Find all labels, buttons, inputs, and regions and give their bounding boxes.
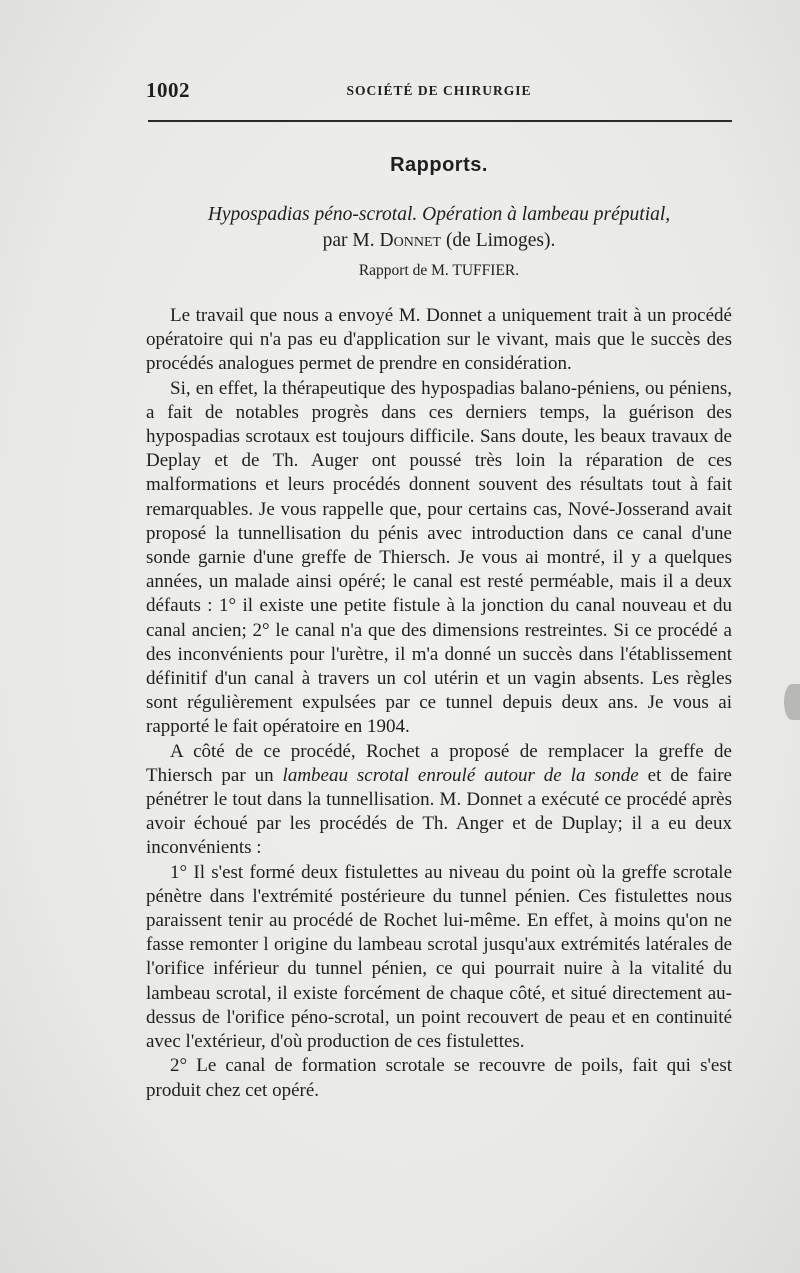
- paragraph-text: et de faire pénétrer le tout dans la tunnellisation. M. Donnet a exécuté ce procédé après avoir échoué par les procédés de Th. Anger et de Duplay; il a eu deux inconvénients :: [146, 764, 732, 859]
- paragraph: 2° Le canal de formation scrotale se recouvre de poils, fait qui s'est produit chez cet opéré.: [146, 1055, 732, 1101]
- section-title: Rapports.: [390, 154, 488, 176]
- page-number: 1002: [146, 78, 190, 102]
- header-rule: [148, 120, 732, 122]
- article-author-place: (de Limoges).: [445, 230, 556, 251]
- running-head: SOCIÉTÉ DE CHIRURGIE: [346, 83, 532, 98]
- page-edge-spot: [784, 684, 800, 720]
- paragraph: Si, en effet, la thérapeutique des hypospadias balano-péniens, ou péniens, a fait de notables progrès dans ces derniers temps, la guérison des hypospadias scrotaux est toujours difficile. Sans doute, les beaux travaux de Deplay et de Th. Auger ont poussé très loin la réparation de ces malformations et leurs procédés donnent souvent des résultats tout à fait remarquables. Je vous rappelle que, pour certains cas, Nové-Josserand avait proposé la tunnellisation du pénis avec introduction dans ce canal d'une sonde garnie d'une greffe de Thiersch. Je vous ai montré, il y a quelques années, un malade ainsi opéré; le canal est resté perméable, mais il a deux défauts : 1° il existe une petite fistule à la jonction du canal nouveau et du canal ancien; 2° le canal n'a que des dimensions restreintes. Si ce procédé a des inconvénients pour l'urètre, il m'a donné un succès dans l'établissement définitif d'un canal à travers un col utérin et un vagin absents. Les règles sont régulièrement expulsées par ce tunnel depuis deux ans. Je vous ai rapporté le fait opératoire en 1904.: [146, 377, 732, 738]
- paragraph-text: A côté de ce procédé, Rochet a proposé de remplacer la greffe de Thiersch par un: [146, 740, 732, 786]
- body-text: [146, 304, 732, 1103]
- article-by-prefix: par M.: [322, 230, 375, 251]
- article-title: [146, 202, 732, 254]
- paragraph: 1° Il s'est formé deux fistulettes au niveau du point où la greffe scrotale pénètre dans l'extrémité postérieure du tunnel pénien. Ces fistulettes nous paraissent tenir au procédé de Rochet lui-même. En effet, à moins qu'on ne fasse remonter l origine du lambeau scrotal jusqu'aux extrémités latérales de l'orifice inférieur du tunnel pénien, ce qui pourrait nuire à la vitalité du lambeau scrotal, il existe forcément de chaque côté, et situé directement au-dessus de l'orifice péno-scrotal, un point recouvert de peau et en continuité avec l'extérieur, d'où production de ces fistulettes.: [146, 861, 732, 1053]
- paragraph: [146, 740, 732, 861]
- article-title-italic: Hypospadias péno-scrotal. Opération à lambeau préputial,: [207, 204, 671, 225]
- article-author: Donnet: [379, 230, 442, 251]
- paragraph-italic-text: lambeau scrotal enroulé autour de la sonde: [282, 764, 639, 786]
- paragraph: Le travail que nous a envoyé M. Donnet a uniquement trait à un procédé opératoire qui n'a pas eu d'application sur le vivant, mais que le succès des procédés analogues permet de prendre en considération.: [146, 305, 732, 375]
- page-header: [146, 78, 732, 104]
- report-by-line: Rapport de M. TUFFIER.: [358, 262, 520, 279]
